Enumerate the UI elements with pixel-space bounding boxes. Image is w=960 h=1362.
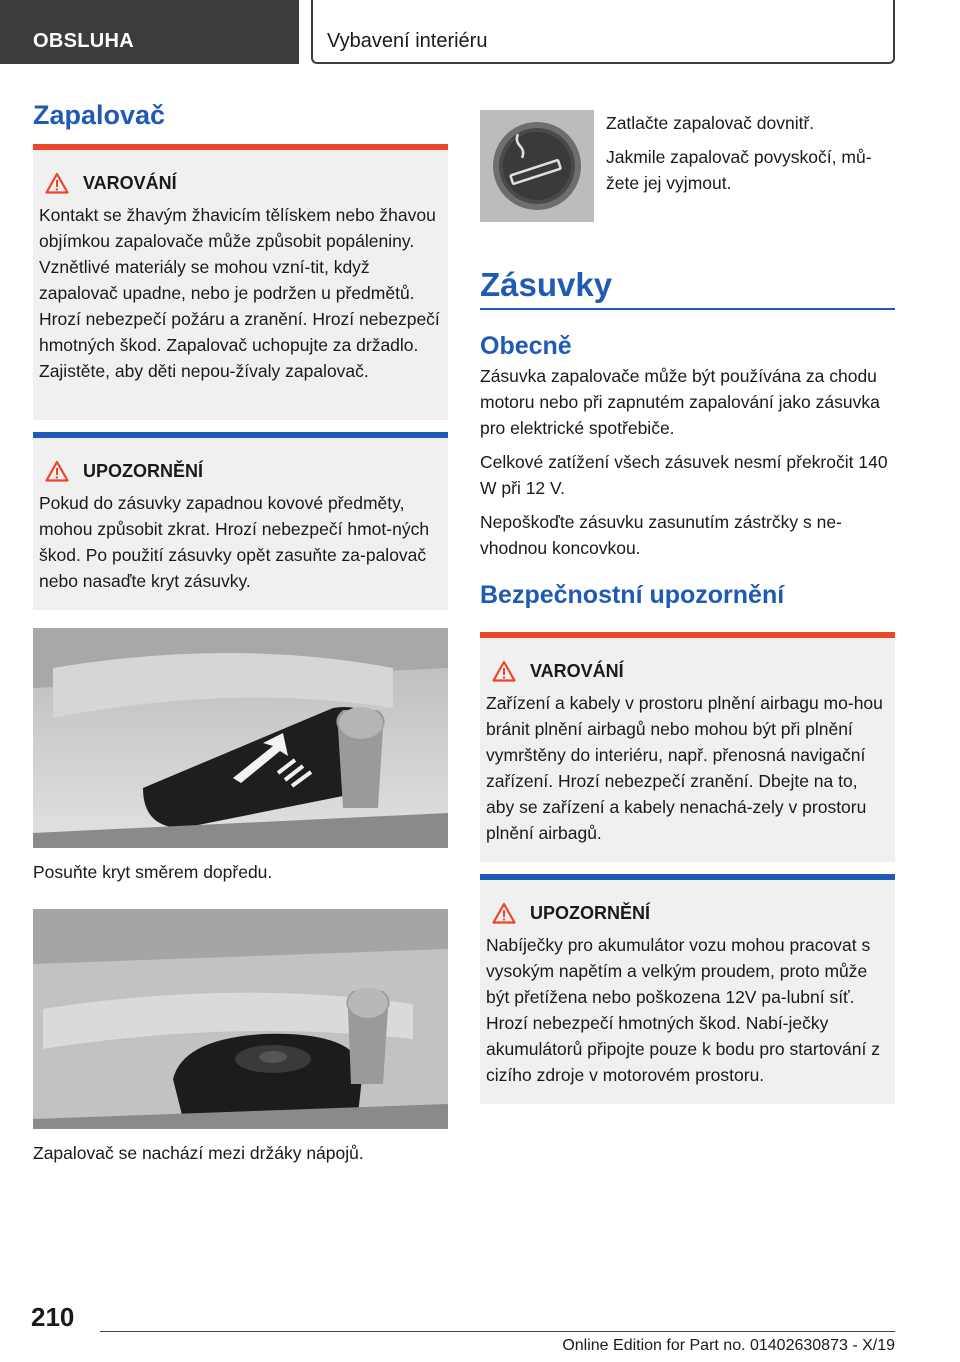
caution-header <box>45 460 440 482</box>
console-cover-illustration <box>33 628 448 848</box>
cupholder-photo <box>33 909 448 1129</box>
page-number: 210 <box>31 1302 75 1332</box>
caution-header-sockets <box>492 902 887 924</box>
general-text-3: Nepoškoďte zásuvku zasunutím zástrčky s ne-vhodnou koncovkou. <box>480 512 842 558</box>
caution-box-lighter <box>33 432 448 610</box>
caution-text: Pokud do zásuvky zapadnou kovové předměty, mohou způsobit zkrat. Hrozí nebezpečí hmot-ných škod. Po použití zásuvky opět zasuňte za-palovač nebo nasaďte kryt zásuvky. <box>39 493 430 591</box>
subsection-general: Obecně <box>480 332 572 360</box>
subsection-safety: Bezpečnostní upozornění <box>480 581 785 609</box>
section-title-lighter: Zapalovač <box>33 100 166 130</box>
caution-triangle-icon <box>492 902 516 924</box>
section-rule <box>480 308 895 310</box>
general-text-2: Celkové zatížení všech zásuvek nesmí překročit 140 W při 12 V. <box>480 452 888 498</box>
warning-box-lighter <box>33 144 448 420</box>
warning-header <box>45 172 440 194</box>
warning-label: VAROVÁNÍ <box>83 172 177 193</box>
warning-box-sockets <box>480 632 895 862</box>
lighter-row <box>480 110 895 222</box>
cover-slide-photo <box>33 628 448 848</box>
warning-text: Kontakt se žhavým žhavicím tělískem nebo žhavou objímkou zapalovače může způsobit popáleniny. Vznětlivé materiály se mohou vzní-tit, když zapalovač upadne, nebo je podržen u předmětů. Hrozí nebezpečí požáru a zranění. Hrozí nebezpečí hmotných škod. Zapalovač uchopujte za držadlo. Zajistěte, aby děti nepou-žívaly zapalovač. <box>39 205 440 381</box>
caption-cover: Posuňte kryt směrem dopředu. <box>33 862 273 882</box>
warning-triangle-icon <box>45 172 69 194</box>
lighter-step1: Zatlačte zapalovač dovnitř. <box>606 113 815 133</box>
warning-triangle-icon <box>492 660 516 682</box>
caution-label: UPOZORNĚNÍ <box>83 460 204 481</box>
general-text-1: Zásuvka zapalovače může být používána za chodu motoru nebo při zapnutém zapalování jako zásuvka pro elektrické spotřebiče. <box>480 366 880 438</box>
right-column <box>480 110 895 1104</box>
caution-text-sockets: Nabíječky pro akumulátor vozu mohou pracovat s vysokým napětím a velkým proudem, proto může být přetížena nebo poškozena 12V pa-lubní síť. Hrozí nebezpečí hmotných škod. Nabí-ječky akumulátorů připojte pouze k bodu pro startování z cizího zdroje v motorovém prostoru. <box>486 935 880 1085</box>
warning-text-sockets: Zařízení a kabely v prostoru plnění airbagu mo-hou bránit plnění airbagů nebo mohou být při plnění vymrštěny do interiéru, např. přenosná navigační zařízení. Hrozí nebezpečí zranění. Dbejte na to, aby se zařízení a kabely nenachá-zely v prostoru plnění airbagů. <box>486 693 883 843</box>
edition-note: Online Edition for Part no. 01402630873 - X/19 <box>562 1337 895 1354</box>
lighter-knob-icon <box>480 110 594 222</box>
section-label: OBSLUHA <box>33 30 134 52</box>
caption-cupholder: Zapalovač se nachází mezi držáky nápojů. <box>33 1143 364 1163</box>
caution-box-sockets <box>480 874 895 1104</box>
warning-label-sockets: VAROVÁNÍ <box>530 660 624 681</box>
left-column <box>33 100 448 1164</box>
lighter-step2: Jakmile zapalovač povyskočí, mů-žete jej vyjmout. <box>606 147 872 193</box>
cupholder-illustration <box>33 909 448 1129</box>
section-tab <box>0 0 299 64</box>
section-title-sockets: Zásuvky <box>480 266 613 303</box>
chapter-tab <box>311 0 895 64</box>
warning-header-sockets <box>492 660 887 682</box>
caution-triangle-icon <box>45 460 69 482</box>
caution-label-sockets: UPOZORNĚNÍ <box>530 902 651 923</box>
chapter-label: Vybavení interiéru <box>327 30 488 52</box>
footer-divider <box>100 1331 895 1332</box>
